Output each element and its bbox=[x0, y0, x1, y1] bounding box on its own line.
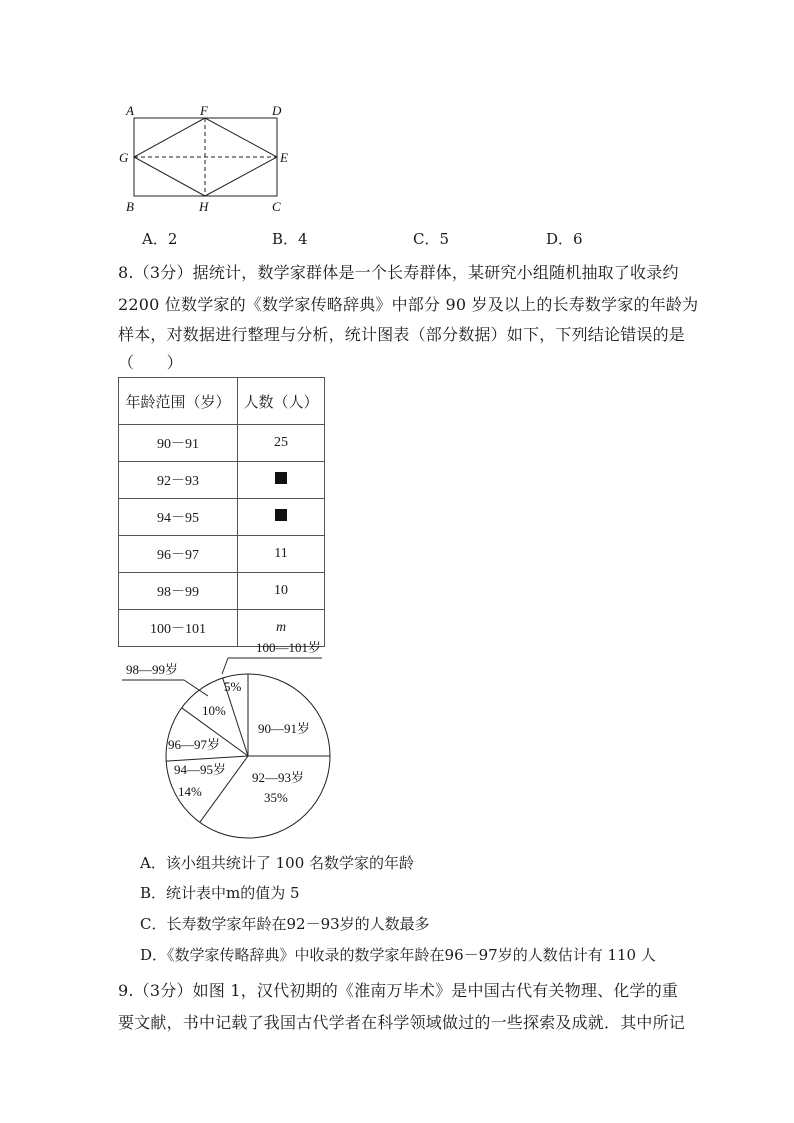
table-header-row bbox=[119, 378, 325, 425]
cell-count-hidden bbox=[238, 462, 325, 499]
q8-stem-line-3: 样本，对数据进行整理与分析，统计图表（部分数据）如下，下列结论错误的是 bbox=[118, 325, 686, 344]
q7-option-c: C．5 bbox=[413, 230, 450, 248]
slice-label-94-95: 94—95岁 bbox=[174, 762, 227, 777]
label-g: G bbox=[119, 150, 129, 165]
label-h: H bbox=[199, 199, 209, 214]
header-age-range: 年龄范围（岁） bbox=[119, 378, 238, 425]
q9-stem-line-2: 要文献，书中记载了我国古代学者在科学领域做过的一些探索及成就．其中所记 bbox=[118, 1013, 686, 1032]
cell-count: 25 bbox=[238, 425, 325, 462]
callout-leader-98-diag bbox=[184, 680, 208, 696]
q9-stem-line-1: 9.（3分）如图 1，汉代初期的《淮南万毕术》是中国古代有关物理、化学的重 bbox=[118, 981, 679, 1000]
age-statistics-table bbox=[118, 377, 325, 647]
header-count: 人数（人） bbox=[238, 378, 325, 425]
callout-100-101: 100—101岁 bbox=[256, 640, 322, 655]
q7-option-a: A．2 bbox=[142, 230, 178, 248]
cell-range: 98－99 bbox=[119, 573, 238, 610]
q8-option-d: D．《数学家传略辞典》中收录的数学家年龄在96－97岁的人数估计有 110 人 bbox=[140, 946, 656, 964]
table-row bbox=[119, 425, 325, 462]
cell-range: 94－95 bbox=[119, 499, 238, 536]
q8-option-c: C．长寿数学家年龄在92－93岁的人数最多 bbox=[140, 915, 430, 933]
cell-range: 96－97 bbox=[119, 536, 238, 573]
cell-count: 11 bbox=[238, 536, 325, 573]
slice-pct-100-101: 5% bbox=[224, 679, 242, 694]
cell-range: 92－93 bbox=[119, 462, 238, 499]
q8-stem-line-2: 2200 位数学家的《数学家传略辞典》中部分 90 岁及以上的长寿数学家的年龄为 bbox=[118, 295, 699, 314]
q7-option-b: B．4 bbox=[272, 230, 308, 248]
label-a: A bbox=[126, 103, 134, 118]
q8-option-a: A．该小组共统计了 100 名数学家的年龄 bbox=[140, 854, 415, 872]
rectangle-rhombus-figure bbox=[112, 98, 302, 218]
hidden-value-square bbox=[275, 509, 287, 521]
cell-count: 10 bbox=[238, 573, 325, 610]
pie-slice-boundary bbox=[166, 756, 248, 761]
cell-range: 100－101 bbox=[119, 610, 238, 647]
q8-stem-line-4: （ ） bbox=[118, 353, 183, 372]
table-row bbox=[119, 573, 325, 610]
age-pie-chart bbox=[112, 638, 342, 850]
callout-leader-100-diag bbox=[222, 658, 228, 674]
slice-label-92-93: 92—93岁 bbox=[252, 770, 305, 785]
cell-range: 90－91 bbox=[119, 425, 238, 462]
label-c: C bbox=[272, 199, 281, 214]
slice-pct-92-93: 35% bbox=[264, 790, 288, 805]
hidden-value-square bbox=[275, 472, 287, 484]
label-f: F bbox=[200, 103, 208, 118]
label-d: D bbox=[272, 103, 282, 118]
table-row bbox=[119, 499, 325, 536]
q8-stem-line-1: 8.（3分）据统计，数学家群体是一个长寿群体，某研究小组随机抽取了收录约 bbox=[118, 263, 679, 282]
table-row bbox=[119, 536, 325, 573]
q8-option-b: B．统计表中m的值为 5 bbox=[140, 884, 300, 902]
slice-pct-94-95: 14% bbox=[178, 784, 202, 799]
label-b: B bbox=[126, 199, 134, 214]
slice-pct-98-99: 10% bbox=[202, 703, 226, 718]
cell-count-hidden bbox=[238, 499, 325, 536]
q7-option-d: D．6 bbox=[546, 230, 583, 248]
table-row bbox=[119, 462, 325, 499]
slice-label-90-91: 90—91岁 bbox=[258, 721, 311, 736]
label-e: E bbox=[280, 150, 288, 165]
slice-label-96-97: 96—97岁 bbox=[168, 737, 221, 752]
cell-count: m bbox=[238, 610, 325, 647]
callout-98-99: 98—99岁 bbox=[126, 662, 179, 677]
